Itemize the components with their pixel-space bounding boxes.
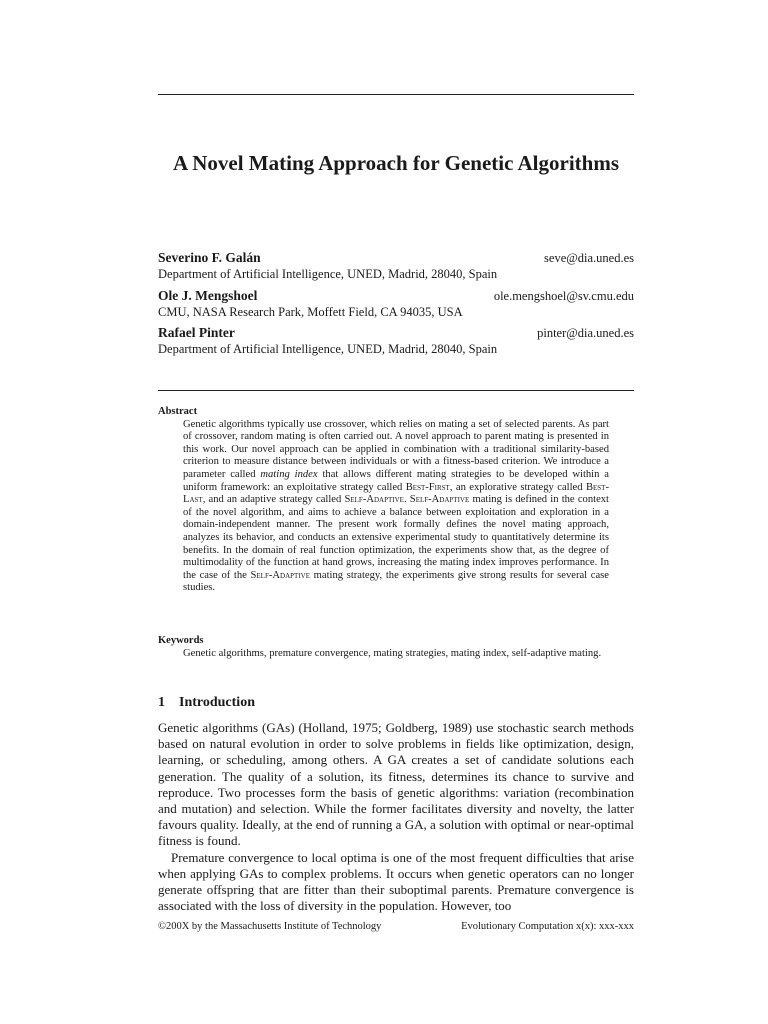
abstract-term-mating-index: mating index bbox=[260, 468, 318, 480]
author-affiliation: Department of Artificial Intelligence, UNED, Madrid, 28040, Spain bbox=[158, 342, 498, 356]
abstract-text: , an explorative strategy called bbox=[449, 481, 586, 493]
introduction-body bbox=[158, 720, 634, 914]
author-affiliation: CMU, NASA Research Park, Moffett Field, CA 94035, USA bbox=[158, 305, 463, 319]
abstract-text: mating strategy, the experiments give strong results for several case studies. bbox=[183, 569, 609, 594]
keywords-text: Genetic algorithms, premature convergence, mating strategies, mating index, self-adaptive mating. bbox=[183, 647, 602, 659]
abstract-term-self-adaptive: Self-Adaptive bbox=[409, 494, 470, 506]
header-rule bbox=[158, 390, 634, 391]
body-paragraph: Genetic algorithms (GAs) (Holland, 1975; Goldberg, 1989) use stochastic search methods based on natural evolution in order to solve problems in fields like optimization, design, learning, or scheduling, among others. A GA creates a set of candidate solutions each generation. The quality of a solution, its fitness, determines its chance to survive and reproduce. Two processes form the basis of genetic algorithms: variation (recombination and mutation) and selection. While the former facilitates diversity and novelty, the latter favours quality. Ideally, at the end of running a GA, a solution with optimal or near-optimal fitness is found. bbox=[158, 720, 634, 849]
copyright-notice: ©200X by the Massachusetts Institute of Technology bbox=[158, 921, 382, 932]
abstract-text: mating is defined in the context of the novel algorithm, and aims to achieve a balance between exploitation and exploration in a domain-independent manner. The present work formally defines the novel mating approach, analyzes its behavior, and conducts an extensive experimental study to quantitatively determine its benefits. In the domain of real function optimization, the experiments show that, as the degree of multimodality of the function at hand grows, increasing the mating index improves performance. In the case of the bbox=[183, 494, 610, 581]
author-block-2 bbox=[158, 288, 634, 320]
author-row-1 bbox=[158, 250, 634, 266]
journal-citation: Evolutionary Computation x(x): xxx-xxx bbox=[461, 921, 634, 932]
abstract-section bbox=[158, 406, 634, 595]
paper-title: A Novel Mating Approach for Genetic Algorithms bbox=[172, 151, 620, 175]
abstract-term-self-adaptive: Self-Adaptive bbox=[344, 494, 404, 506]
abstract-body bbox=[183, 419, 609, 595]
keywords-section bbox=[158, 635, 634, 660]
author-email: ole.mengshoel@sv.cmu.edu bbox=[493, 289, 634, 303]
abstract-text: that allows different mating strategies to be developed within a uniform framework: an exploitative strategy called bbox=[183, 468, 609, 493]
keywords-label: Keywords bbox=[158, 635, 204, 646]
abstract-term-best-last: Best-Last bbox=[183, 481, 609, 506]
section-number: 1 bbox=[158, 695, 165, 710]
author-name: Ole J. Mengshoel bbox=[158, 288, 258, 303]
author-email: pinter@dia.uned.es bbox=[537, 326, 634, 340]
section-title: Introduction bbox=[179, 695, 255, 710]
abstract-text: , and an adaptive strategy called bbox=[202, 494, 345, 506]
author-row-2 bbox=[158, 288, 634, 304]
abstract-label: Abstract bbox=[158, 406, 198, 417]
abstract-term-self-adaptive: Self-Adaptive bbox=[250, 569, 310, 581]
abstract-term-best-first: Best-First bbox=[405, 481, 450, 493]
author-block-3 bbox=[158, 325, 634, 357]
author-block-1 bbox=[158, 250, 634, 282]
page-footer bbox=[158, 921, 634, 932]
author-affiliation: Department of Artificial Intelligence, UNED, Madrid, 28040, Spain bbox=[158, 267, 498, 281]
section-heading-introduction bbox=[158, 695, 255, 711]
body-paragraph: Premature convergence to local optima is one of the most frequent difficulties that arise when applying GAs to complex problems. It occurs when genetic operators can no longer generate offspring that are fitter than their suboptimal parents. Premature convergence is associated with the loss of diversity in the population. However, too bbox=[158, 849, 634, 914]
author-name: Rafael Pinter bbox=[158, 325, 235, 340]
author-name: Severino F. Galán bbox=[158, 250, 261, 265]
author-email: seve@dia.uned.es bbox=[544, 251, 634, 265]
abstract-text: . bbox=[403, 494, 410, 506]
top-rule bbox=[158, 94, 634, 95]
abstract-text: Genetic algorithms typically use crossover, which relies on mating a set of selected parents. As part of crossover, random mating is often carried out. A novel approach to parent mating is presented in this work. Our novel approach can be applied in combination with a traditional similarity-based criterion to measure distance between individuals or with a fitness-based criterion. We introduce a parameter called bbox=[183, 418, 609, 480]
author-row-3 bbox=[158, 325, 634, 341]
